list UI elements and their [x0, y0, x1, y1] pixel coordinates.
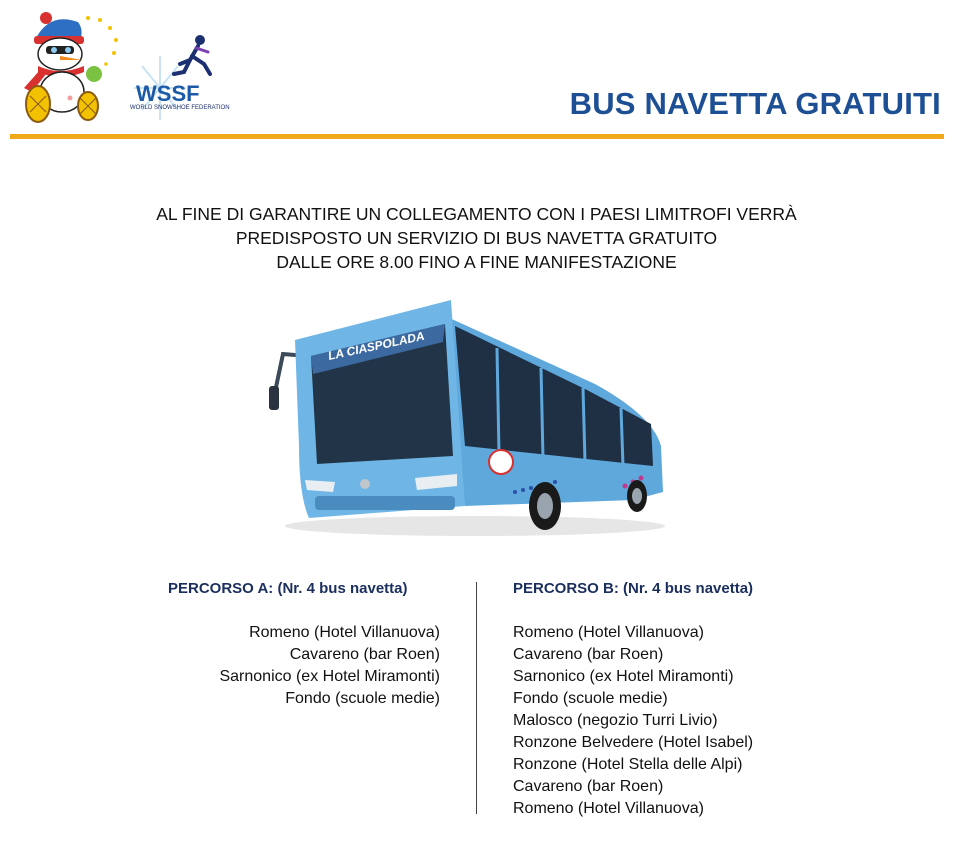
- route-stop: Romeno (Hotel Villanuova): [249, 624, 440, 641]
- route-stop: Fondo (scuole medie): [513, 690, 668, 707]
- route-stop: Fondo (scuole medie): [285, 690, 440, 707]
- wssf-logo: [130, 35, 230, 120]
- header-divider: [10, 134, 944, 139]
- route-stop: Romeno (Hotel Villanuova): [513, 800, 704, 817]
- route-b-stops: [513, 622, 753, 820]
- intro-line: AL FINE DI GARANTIRE UN COLLEGAMENTO CON I PAESI LIMITROFI VERRÀ: [156, 204, 797, 224]
- shuttle-bus-image: [265, 296, 675, 540]
- header-logos: [10, 8, 250, 126]
- route-stop: Cavareno (bar Roen): [513, 646, 664, 663]
- route-stop: Sarnonico (ex Hotel Miramonti): [219, 668, 440, 685]
- intro-line: PREDISPOSTO UN SERVIZIO DI BUS NAVETTA GRATUITO: [235, 228, 718, 248]
- route-stop: Ronzone Belvedere (Hotel Isabel): [513, 734, 754, 751]
- route-stop: Sarnonico (ex Hotel Miramonti): [513, 668, 734, 685]
- column-divider: [476, 582, 477, 814]
- intro-text: [0, 202, 953, 274]
- route-stop: Ronzone (Hotel Stella delle Alpi): [513, 756, 743, 773]
- route-a-stops: [219, 622, 440, 710]
- route-stop: Cavareno (bar Roen): [289, 646, 440, 663]
- route-a-title: PERCORSO A: (Nr. 4 bus navetta): [168, 580, 408, 597]
- svg-text:LA CIASPOLADA: LA CIASPOLADA: [326, 328, 426, 363]
- route-b-title: PERCORSO B: (Nr. 4 bus navetta): [513, 580, 754, 597]
- page-title: BUS NAVETTA GRATUITI: [569, 86, 941, 121]
- intro-line: DALLE ORE 8.00 FINO A FINE MANIFESTAZIONE: [276, 252, 677, 272]
- route-stop: Malosco (negozio Turri Livio): [513, 712, 718, 729]
- route-stop: Cavareno (bar Roen): [513, 778, 664, 795]
- route-stop: Romeno (Hotel Villanuova): [513, 624, 704, 641]
- svg-text:WSSF: WSSF: [136, 81, 200, 106]
- svg-text:WORLD SNOWSHOE FEDERATION: WORLD SNOWSHOE FEDERATION: [130, 105, 230, 111]
- snowman-mascot-logo: [24, 12, 118, 122]
